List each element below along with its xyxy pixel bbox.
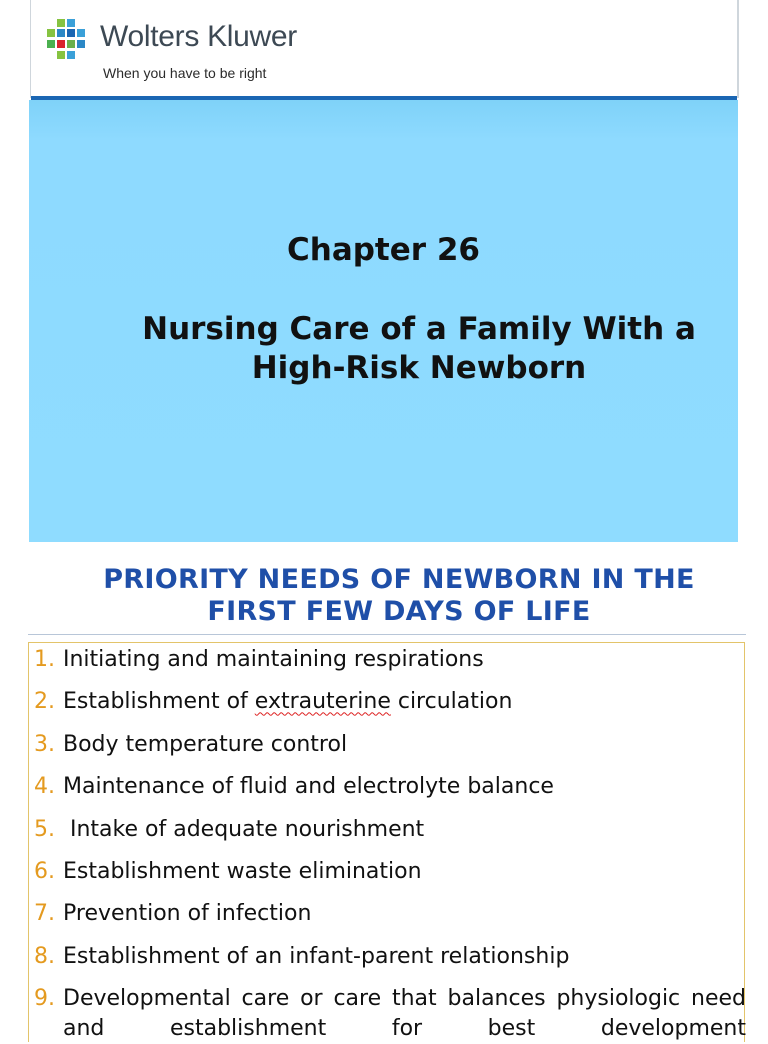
- priority-needs-list: [34, 645, 746, 1042]
- chapter-title-line-2: High-Risk Newborn: [251, 350, 587, 386]
- chapter-title: [100, 310, 738, 388]
- list-item-number: 3.: [34, 731, 55, 757]
- list-item-text: Maintenance of fluid and electrolyte balance: [63, 774, 554, 800]
- list-item-number: 6.: [34, 858, 55, 884]
- list-item-number: 7.: [34, 901, 55, 927]
- list-item: [34, 857, 746, 899]
- list-item-number: 2.: [34, 689, 55, 715]
- list-item-number: 8.: [34, 943, 55, 969]
- list-item: [34, 687, 746, 729]
- spellcheck-flagged-word: extrauterine: [254, 689, 391, 715]
- list-item: [34, 899, 746, 941]
- list-item-text: Intake of adequate nourishment: [63, 816, 425, 842]
- list-item-text: Establishment waste elimination: [63, 858, 422, 884]
- brand-tagline: When you have to be right: [103, 65, 267, 81]
- list-item-text: Establishment of an infant-parent relationship: [63, 943, 570, 969]
- list-item-text: Developmental care or care that balances physiologic need and establishment for best development: [63, 986, 746, 1042]
- list-item-number: 5.: [34, 816, 55, 842]
- list-item-text: [63, 689, 512, 714]
- brand-name: Wolters Kluwer: [100, 20, 297, 53]
- list-item: [34, 730, 746, 772]
- heading-rule: [28, 634, 746, 635]
- list-item-number: 9.: [34, 986, 55, 1012]
- list-item-text-pre: Establishment of: [63, 689, 255, 715]
- list-item-text: Initiating and maintaining respirations: [63, 647, 484, 672]
- list-item-number: 4.: [34, 774, 55, 800]
- chapter-label: Chapter 26: [287, 232, 480, 268]
- list-item-text: Prevention of infection: [63, 901, 312, 927]
- heading-line-1: PRIORITY NEEDS OF NEWBORN IN THE: [103, 564, 695, 595]
- list-item: [34, 772, 746, 814]
- slide-edge-left: [30, 0, 31, 98]
- chapter-title-line-1: Nursing Care of a Family With a: [142, 311, 696, 347]
- list-item-text: Body temperature control: [63, 731, 348, 757]
- heading-line-2: FIRST FEW DAYS OF LIFE: [207, 596, 591, 627]
- list-item-number: 1.: [34, 647, 55, 672]
- list-item: [34, 645, 746, 687]
- priority-needs-heading: [30, 564, 768, 628]
- wolters-kluwer-logo-icon: [44, 17, 89, 62]
- slide-edge-right: [737, 0, 739, 98]
- list-item: [34, 942, 746, 984]
- list-item: [34, 815, 746, 857]
- list-item-text-post: circulation: [390, 689, 513, 715]
- list-item: [34, 984, 746, 1042]
